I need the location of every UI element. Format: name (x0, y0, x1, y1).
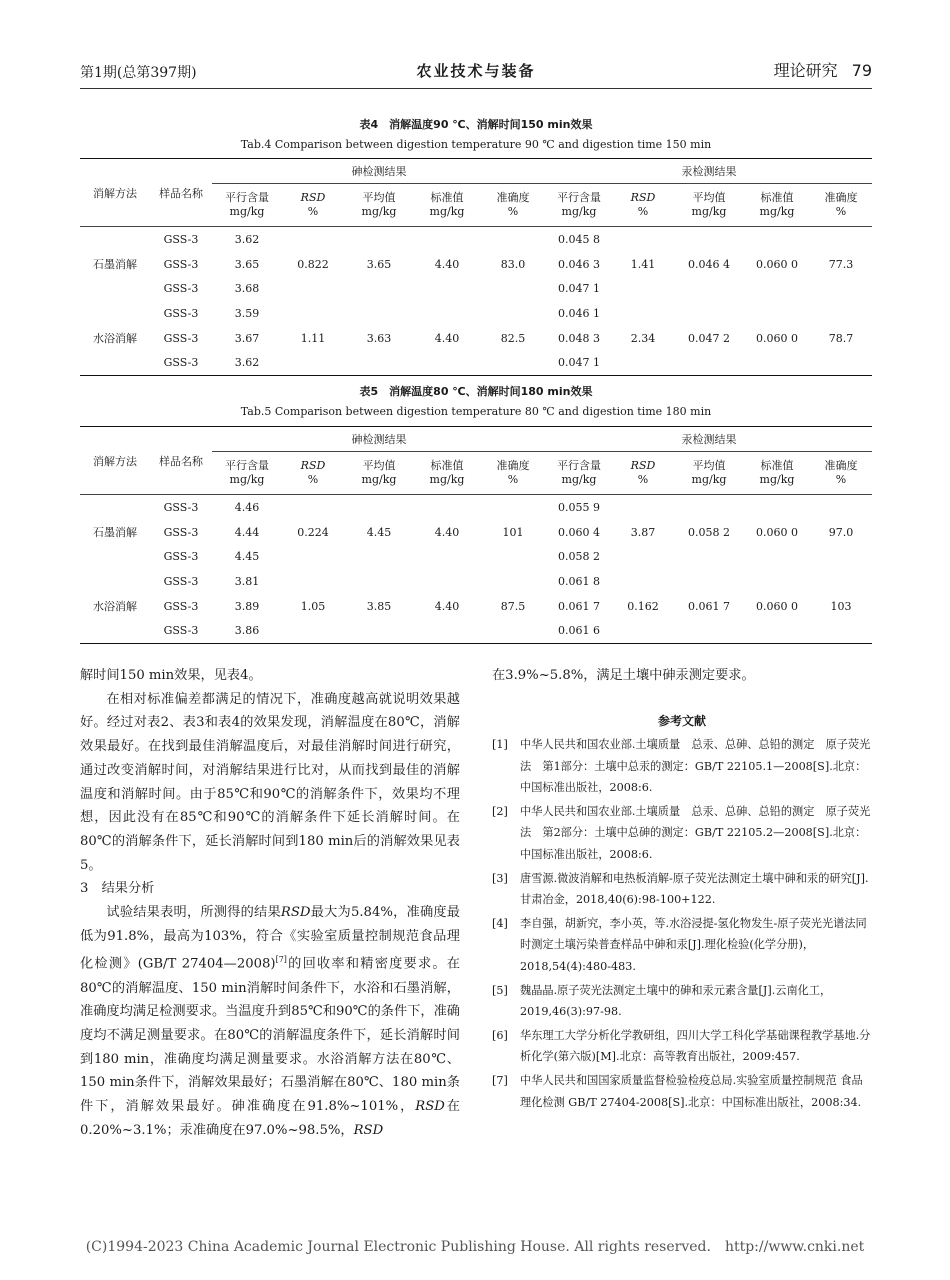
table-cell: 3.86 (212, 618, 282, 643)
sub-header (744, 452, 810, 495)
reference-item (492, 801, 872, 866)
table-cell: 0.058 2 (558, 550, 600, 564)
sub-header-unit: mg/kg (691, 205, 727, 218)
table-cell (480, 618, 546, 643)
sub-header-unit: mg/kg (759, 473, 795, 486)
sub-header-name: 平均值 (692, 459, 726, 472)
table-cell (744, 544, 810, 569)
table-cell (414, 569, 480, 594)
text-run: RSD (415, 1099, 445, 1115)
sub-header (480, 452, 546, 495)
table-cell (674, 544, 744, 569)
table-cell (344, 544, 414, 569)
sub-header (744, 184, 810, 227)
table-cell: GSS-3 (163, 550, 199, 564)
table-cell: 0.047 1 (558, 282, 600, 296)
table-cell: GSS-3 (150, 350, 212, 375)
table-cell: 0.047 2 (688, 331, 730, 345)
sub-header-name: 平行含量 (225, 191, 269, 204)
sub-header (414, 184, 480, 227)
table-row (80, 594, 872, 619)
table-cell (744, 569, 810, 594)
table-cell (344, 618, 414, 643)
table-cell: 103 (830, 599, 852, 613)
table-cell (480, 301, 546, 326)
table-cell (414, 301, 480, 326)
table-cell: 0.224 (297, 525, 329, 539)
reference-item (492, 913, 872, 978)
table-cell (810, 276, 872, 301)
table-cell (480, 544, 546, 569)
references-title: 参考文献 (657, 714, 706, 728)
table-cell (414, 495, 480, 520)
citation: [7] (275, 955, 287, 965)
sub-header-unit: % (637, 473, 649, 486)
sub-header (546, 452, 612, 495)
table-cell: 1.11 (300, 331, 326, 345)
sub-header-unit: % (835, 205, 847, 218)
table-cell (810, 569, 872, 594)
paragraph: 解时间150 min效果，见表4。 (80, 668, 262, 683)
table-cell: 0.060 0 (756, 331, 798, 345)
table-cell: 石墨消解 (93, 526, 137, 540)
sub-header-unit: mg/kg (429, 205, 465, 218)
col-method-header: 消解方法 (80, 427, 150, 495)
sub-header (810, 452, 872, 495)
right-column (492, 664, 872, 688)
sub-header (212, 452, 282, 495)
issue-info: 第1期(总第397期) (80, 65, 197, 81)
table-cell: 0.048 3 (558, 331, 600, 345)
table-cell: 3.89 (234, 599, 260, 613)
paragraph (80, 901, 460, 1142)
table-cell (810, 301, 872, 326)
table4 (80, 158, 872, 376)
table-cell: GSS-3 (163, 599, 199, 613)
sub-header-name: RSD (300, 191, 326, 204)
table-cell: 0.045 8 (558, 232, 600, 246)
table-cell (810, 544, 872, 569)
sub-header-name: 准确度 (496, 191, 530, 204)
table-cell (480, 276, 546, 301)
reference-item (492, 980, 872, 1023)
table-cell (810, 618, 872, 643)
table-cell: 83.0 (500, 257, 526, 271)
table-cell (810, 350, 872, 375)
arsenic-group-header: 砷检测结果 (212, 427, 546, 452)
table4-caption-cn: 表4 消解温度90 ℃、消解时间150 min效果 (359, 118, 593, 131)
table-cell (612, 569, 674, 594)
table-cell (674, 495, 744, 520)
sub-header (480, 184, 546, 227)
table-cell (480, 227, 546, 252)
table-cell (480, 350, 546, 375)
mercury-group-header: 汞检测结果 (546, 427, 872, 452)
table-cell: 0.061 7 (558, 599, 600, 613)
table-cell (80, 618, 150, 643)
sub-header-unit: % (637, 205, 649, 218)
table-cell: 101 (502, 525, 524, 539)
table-cell: 3.85 (366, 599, 392, 613)
table-cell: 0.055 9 (558, 500, 600, 514)
table-cell: 0.061 7 (688, 599, 730, 613)
table-cell (744, 495, 810, 520)
table-cell: 3.65 (366, 257, 392, 271)
table-cell: 77.3 (828, 257, 854, 271)
sub-header-unit: % (507, 205, 519, 218)
table-cell: 3.62 (234, 232, 260, 246)
paragraph: 在相对标准偏差都满足的情况下，准确度越高就说明效果越好。经过对表2、表3和表4的效果发现，消解温度在80℃，消解效果最好。在找到最佳消解温度后，对最佳消解时间进行研究，通过改变消解时间，对消解结果进行比对，从而找到最佳的消解温度和消解时间。由于85℃和90℃的消解条件下，效果均不理想，因此没有在85℃和90℃的消解条件下延长消解时间。在80℃的消解条件下，延长消解时间到180 min后的消解效果见表5。 (80, 691, 460, 873)
sub-header (414, 452, 480, 495)
left-column (80, 664, 460, 1142)
table-cell (282, 569, 344, 594)
copyright-footer: (C)1994-2023 China Academic Journal Electronic Publishing House. All rights reserved. http://www.cnki.net (85, 1239, 865, 1255)
table-row (80, 301, 872, 326)
table-row (80, 495, 872, 520)
table-cell (674, 276, 744, 301)
reference-text: 中华人民共和国国家质量监督检验检疫总局.实验室质量控制规范 食品理化检测 GB/T 27404-2008[S].北京：中国标准出版社，2008:34. (520, 1073, 863, 1109)
text-run: RSD (353, 1122, 384, 1138)
sub-header-unit: mg/kg (429, 473, 465, 486)
table-cell (744, 618, 810, 643)
table-cell: 4.40 (434, 599, 460, 613)
reference-text: 唐雪源.微波消解和电热板消解-原子荧光法测定土壤中砷和汞的研究[J].甘肃冶金，2018,40(6):98-100+122. (520, 871, 869, 907)
sub-header-unit: mg/kg (361, 205, 397, 218)
table-cell (674, 301, 744, 326)
table-row (80, 544, 872, 569)
text-run: 试验结果表明，所测得的结果 (106, 905, 281, 921)
table-cell (282, 495, 344, 520)
table-cell (344, 495, 414, 520)
table-cell: 3.63 (366, 331, 392, 345)
table-cell (80, 227, 150, 252)
table-cell (414, 350, 480, 375)
text-run: 在0.20%~3.1%；汞准确度在97.0%~98.5%， (80, 1099, 460, 1138)
sub-header (212, 184, 282, 227)
table-cell (744, 227, 810, 252)
table-cell (80, 495, 150, 520)
sub-header-name: RSD (630, 191, 656, 204)
sub-header-unit: mg/kg (561, 205, 597, 218)
table-cell (344, 301, 414, 326)
col-sample-header: 样品名称 (150, 427, 212, 495)
sub-header-name: 准确度 (496, 459, 530, 472)
table-cell: 4.45 (366, 525, 392, 539)
reference-text: 李自强，胡新究，李小英，等.水浴浸提-氢化物发生-原子荧光光谱法同时测定土壤污染普查样品中砷和汞[J].理化检验(化学分册)，2018,54(4):480-483. (520, 916, 867, 973)
table-cell (612, 350, 674, 375)
col-sample-header: 样品名称 (150, 159, 212, 227)
sub-header (344, 184, 414, 227)
table-cell: 3.62 (212, 350, 282, 375)
table-cell: 0.058 2 (688, 525, 730, 539)
sub-header-name: 标准值 (760, 191, 794, 204)
table-cell: 0.060 0 (756, 525, 798, 539)
table-cell (282, 301, 344, 326)
table-row (80, 569, 872, 594)
table-cell: 97.0 (828, 525, 854, 539)
sub-header (546, 184, 612, 227)
sub-header-unit: mg/kg (691, 473, 727, 486)
table-cell (480, 569, 546, 594)
table-cell (612, 301, 674, 326)
table-cell: GSS-3 (163, 574, 199, 588)
table-cell: GSS-3 (163, 306, 199, 320)
table-cell (810, 495, 872, 520)
reference-item (492, 1070, 872, 1113)
table-cell: GSS-3 (163, 257, 199, 271)
sub-header-name: 平均值 (692, 191, 726, 204)
table-cell: 0.060 0 (756, 599, 798, 613)
table-cell: 4.40 (434, 331, 460, 345)
journal-name: 农业技术与装备 (416, 62, 536, 80)
text-run: RSD (280, 905, 311, 921)
table-cell (612, 544, 674, 569)
table-row (80, 276, 872, 301)
reference-text: 魏晶晶.原子荧光法测定土壤中的砷和汞元素含量[J].云南化工，2019,46(3):97-98. (520, 983, 832, 1019)
sub-header-unit: mg/kg (229, 205, 265, 218)
reference-number: [6] (492, 1028, 508, 1042)
reference-item (492, 1025, 872, 1068)
table-cell (674, 618, 744, 643)
table-cell: 4.44 (234, 525, 260, 539)
table-cell (282, 350, 344, 375)
table-cell: 82.5 (500, 331, 526, 345)
table-cell: 2.34 (630, 331, 656, 345)
sub-header-unit: % (507, 473, 519, 486)
table-row (80, 252, 872, 277)
sub-header (612, 452, 674, 495)
table-cell: 4.40 (434, 525, 460, 539)
table-cell: 石墨消解 (93, 258, 137, 272)
table-row (80, 326, 872, 351)
reference-number: [4] (492, 916, 508, 930)
section-title: 理论研究 (773, 61, 838, 80)
sub-header-unit: % (307, 205, 319, 218)
sub-header (344, 452, 414, 495)
sub-header-name: RSD (300, 459, 326, 472)
table-row (80, 618, 872, 643)
table-cell: GSS-3 (163, 282, 199, 296)
table-cell: GSS-3 (150, 618, 212, 643)
table-cell (674, 569, 744, 594)
table-cell (612, 618, 674, 643)
table-cell (344, 350, 414, 375)
sub-header (810, 184, 872, 227)
table-cell (282, 618, 344, 643)
table5-caption-cn: 表5 消解温度80 ℃、消解时间180 min效果 (359, 385, 593, 398)
table-cell (612, 495, 674, 520)
table-cell: 0.046 1 (558, 306, 600, 320)
sub-header-unit: mg/kg (759, 205, 795, 218)
table-cell: 0.822 (297, 257, 329, 271)
sub-header-unit: % (835, 473, 847, 486)
table-cell: 3.68 (234, 282, 260, 296)
table5 (80, 426, 872, 644)
reference-text: 中华人民共和国农业部.土壤质量 总汞、总砷、总铅的测定 原子荧光法 第2部分：土壤中总砷的测定：GB/T 22105.2—2008[S].北京：中国标准出版社，2008:6. (520, 804, 871, 861)
table-cell: 0.061 6 (546, 618, 612, 643)
sub-header-name: 平行含量 (225, 459, 269, 472)
table-cell (612, 276, 674, 301)
paragraph: 在3.9%~5.8%，满足土壤中砷汞测定要求。 (492, 668, 755, 683)
table-cell (344, 227, 414, 252)
table-cell: GSS-3 (163, 500, 199, 514)
sub-header-unit: mg/kg (361, 473, 397, 486)
sub-header-unit: % (307, 473, 319, 486)
sub-header-name: RSD (630, 459, 656, 472)
table-cell: 0.162 (627, 599, 659, 613)
table-cell (80, 350, 150, 375)
section-and-page (774, 58, 872, 81)
sub-header-name: 准确度 (824, 191, 858, 204)
table-cell: 0.046 4 (688, 257, 730, 271)
section-heading: 3 结果分析 (80, 881, 155, 897)
table4-caption-en: Tab.4 Comparison between digestion temperature 90 ℃ and digestion time 150 min (240, 138, 712, 151)
table-cell: 3.59 (234, 306, 260, 320)
table-cell: 1.41 (630, 257, 656, 271)
table-cell: 1.05 (300, 599, 326, 613)
table-cell (414, 618, 480, 643)
table-cell (282, 544, 344, 569)
sub-header (282, 184, 344, 227)
reference-number: [2] (492, 804, 508, 818)
sub-header-name: 平均值 (362, 459, 396, 472)
table-cell: GSS-3 (163, 331, 199, 345)
table-cell: 4.46 (234, 500, 260, 514)
reference-text: 中华人民共和国农业部.土壤质量 总汞、总砷、总铅的测定 原子荧光法 第1部分：土壤中总汞的测定：GB/T 22105.1—2008[S].北京：中国标准出版社，2008:6. (520, 738, 871, 795)
table-cell (744, 350, 810, 375)
table-cell: 4.40 (434, 257, 460, 271)
table-row (80, 350, 872, 375)
sub-header (612, 184, 674, 227)
col-method-header: 消解方法 (80, 159, 150, 227)
running-header (80, 56, 872, 89)
sub-header (282, 452, 344, 495)
table-cell (414, 276, 480, 301)
table-cell: 3.81 (234, 574, 260, 588)
table-cell: 3.67 (234, 331, 260, 345)
table-cell (282, 276, 344, 301)
table-cell (80, 276, 150, 301)
reference-number: [5] (492, 983, 508, 997)
sub-header-name: 平均值 (362, 191, 396, 204)
table-cell (744, 276, 810, 301)
sub-header-name: 标准值 (760, 459, 794, 472)
table-cell: 0.047 1 (546, 350, 612, 375)
table-cell: 87.5 (500, 599, 526, 613)
table-cell (744, 301, 810, 326)
sub-header (674, 184, 744, 227)
table-cell (80, 569, 150, 594)
table-cell: 0.046 3 (558, 257, 600, 271)
table-cell: 0.060 0 (756, 257, 798, 271)
table-cell: 水浴消解 (93, 332, 137, 346)
table-cell (674, 350, 744, 375)
sub-header-name: 平行含量 (557, 459, 601, 472)
table-cell: 78.7 (828, 331, 854, 345)
table5-caption-en: Tab.5 Comparison between digestion temperature 80 ℃ and digestion time 180 min (240, 405, 712, 418)
sub-header-name: 标准值 (430, 191, 464, 204)
table-cell (414, 544, 480, 569)
sub-header-name: 平行含量 (557, 191, 601, 204)
sub-header-name: 准确度 (824, 459, 858, 472)
sub-header (674, 452, 744, 495)
table-cell: 0.060 4 (558, 525, 600, 539)
arsenic-group-header: 砷检测结果 (212, 159, 546, 184)
table-cell (80, 301, 150, 326)
table-cell (414, 227, 480, 252)
reference-number: [1] (492, 738, 508, 751)
table-cell (344, 276, 414, 301)
table-cell (80, 544, 150, 569)
table-row (80, 520, 872, 545)
table-cell: 水浴消解 (93, 600, 137, 614)
mercury-group-header: 汞检测结果 (546, 159, 872, 184)
table-cell (612, 227, 674, 252)
text-run: 的回收率和精密度要求。在80℃的消解温度、150 min消解时间条件下，水浴和石墨消解，准确度均满足检测要求。当温度升到85℃和90℃的条件下，准确度均不满足测量要求。在80℃的消解温度条件下，延长消解时间到180 min，准确度均满足测量要求。水浴消解方法在80℃、150 min条件下，消解效果最好；石墨消解在80℃、180 min条件下，消解效果最好。砷准确度在91.8%~101%， (80, 956, 460, 1115)
sub-header-name: 标准值 (430, 459, 464, 472)
table-cell: 3.65 (234, 257, 260, 271)
table-cell (282, 227, 344, 252)
sub-header-unit: mg/kg (561, 473, 597, 486)
table-cell: GSS-3 (163, 525, 199, 539)
reference-text: 华东理工大学分析化学教研组，四川大学工科化学基础课程教学基地.分析化学(第六版)[M].北京：高等教育出版社，2009:457. (520, 1028, 871, 1064)
reference-number: [7] (492, 1073, 508, 1087)
reference-item (492, 734, 872, 799)
table-cell (344, 569, 414, 594)
sub-header-unit: mg/kg (229, 473, 265, 486)
table-cell: 3.87 (630, 525, 656, 539)
references-list (492, 734, 872, 1115)
table-cell: GSS-3 (163, 232, 199, 246)
reference-number: [3] (492, 871, 508, 885)
table-cell: 4.45 (234, 550, 260, 564)
table-cell: 0.061 8 (558, 574, 600, 588)
page-number: 79 (851, 61, 872, 80)
table-cell (674, 227, 744, 252)
reference-item (492, 868, 872, 911)
text-run: 最大为5.84%，准确度最低为91.8%，最高为103%，符合《实验室质量控制规范食品理化检测》(GB/T 27404—2008) (80, 905, 460, 972)
table-cell (480, 495, 546, 520)
table-row (80, 227, 872, 252)
table-cell (810, 227, 872, 252)
